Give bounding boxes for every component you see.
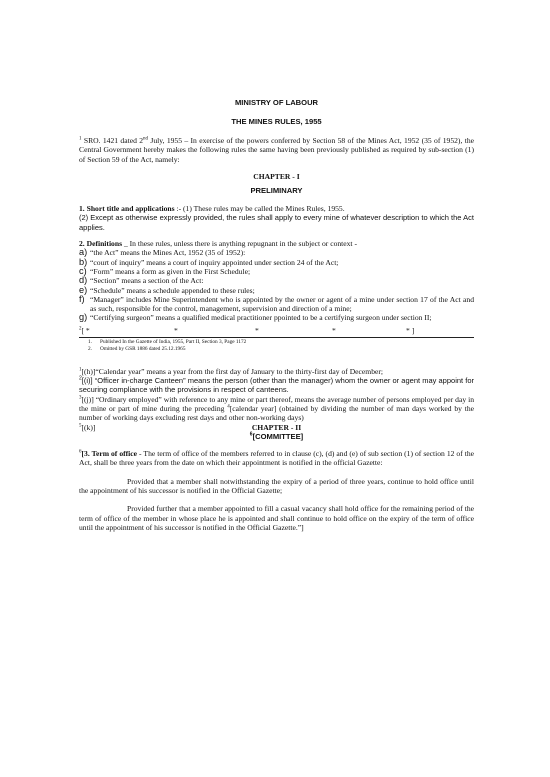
intro-paragraph: $^1$ SRO. 1421 dated 2nd July, 1955 – In exercise of the powers conferred by Section 58 of the Mines Act, 1952 (35 of 1952), the Central Government hereby makes the following rules the same having been previously published as required by sub-section (1) of Section 59 of the Act, namely:	[79, 136, 474, 164]
definition-marker: b)	[79, 256, 88, 267]
definition-h: $^1$[(h)]“Calendar year” means a year from the first day of January to the thirty-first day of December;	[79, 366, 384, 376]
ministry-heading: MINISTRY OF LABOUR	[234, 98, 319, 107]
footnote-item	[79, 346, 474, 353]
footnote-text: Omitted by GSR 1886 dated 25.12.1965	[100, 345, 186, 352]
definition-text: “Section” means a section of the Act:	[90, 276, 204, 286]
definition-marker: e)	[79, 284, 88, 295]
chapter-1-heading: PRELIMINARY	[250, 186, 303, 196]
definition-text: “Form” means a form as given in the First Schedule;	[90, 266, 251, 276]
footnotes	[79, 339, 474, 353]
definition-text: “Schedule” means a schedule appended to these rules;	[90, 285, 255, 295]
chapter-2-label: CHAPTER - II	[251, 422, 302, 432]
document-title: THE MINES RULES, 1955	[231, 117, 322, 126]
definition-text: “the Act” means the Mines Act, 1952 (35 of 1952):	[90, 248, 246, 258]
chapter-1-label: CHAPTER - I	[253, 171, 300, 181]
rule-3: $^6$[3. Term of office - The term of office of the members referred to in clause (c), (d) and (e) of sub section (1) of section 12 of the Act, shall be three years from the date on which their appointment is notified in the official Gazette:	[79, 449, 475, 468]
omitted-text-marker: $^2$[ * * * * * ]	[79, 325, 415, 335]
definition-text: “Manager” includes Mine Superintendent who is appointed by the owner or agent of a mine under section 17 of the Act and as such, responsible for the control, management, supervision and direction of a mine;	[90, 294, 474, 314]
definition-item	[79, 286, 474, 295]
definition-item	[79, 248, 474, 257]
rule-3-proviso-2: Provided further that a member appointed to fill a casual vacancy shall hold office for the remaining period of the term of office of the member in whose place he is appointed and shall continue to hold office on the expiry of the term of office until the appointment of his successor is notified in the Official Gazette.”]	[79, 504, 474, 532]
rule-1-title: 1. Short title and applications	[79, 204, 175, 214]
definition-i: $^2$[(i)] “Officer in-charge Canteen” means the person (other than the manager) whom the owner or agent may appoint for securing compliance with the provisions in respect of canteens.	[79, 375, 474, 395]
definition-item	[79, 258, 474, 267]
definition-text: “court of inquiry” means a court of inquiry appointed under section 24 of the Act;	[90, 257, 339, 267]
definition-item	[79, 276, 474, 285]
footnote-divider	[79, 337, 474, 338]
definition-item	[79, 313, 474, 322]
definition-marker: d)	[79, 275, 88, 286]
definition-text: “Certifying surgeon” means a qualified medical practitioner ppointed to be a certifying surgeon under section II;	[90, 313, 432, 323]
intro-footnote-ref: 1	[79, 136, 82, 142]
definition-marker: g)	[79, 312, 88, 323]
definition-marker: a)	[79, 247, 88, 258]
footnote-item	[79, 339, 474, 346]
definition-marker: f)	[79, 293, 85, 304]
definition-j: $^3$[(j)] “Ordinary employed” with reference to any mine or part thereof, means the average number of persons employed per day in the mine or part of mine during the preceding $^4$[calendar year] (obtained by dividing the number of man days worked by the number of working days excluding rest days and other non-working days)	[79, 394, 474, 423]
footnote-number: 1.	[88, 338, 92, 345]
footnote-text: Published In the Gazette of India, 1955, Part II, Section 3, Page 1172	[100, 338, 247, 345]
definition-k: $^5$[(k)]	[79, 422, 96, 432]
rule-3-title: [3. Term of office	[81, 449, 138, 459]
definitions-list	[79, 248, 474, 322]
definition-item	[79, 267, 474, 276]
rule-2: 2. Definitions _ In these rules, unless there is anything repugnant in the subject or context -	[79, 239, 357, 249]
footnote-number: 2.	[88, 345, 92, 352]
rule-1-subclause-2: (2) Except as otherwise expressly provided, the rules shall apply to every mine of whatever description to which the Act applies.	[79, 213, 474, 232]
definition-marker: c)	[79, 265, 87, 276]
chapter-2-heading: $^6$[COMMITTEE]	[249, 431, 304, 442]
definition-item	[79, 295, 474, 314]
rule-1: 1. Short title and applications :- (1) These rules may be called the Mines Rules, 1955.	[79, 204, 345, 214]
rule-3-proviso-1: Provided that a member shall notwithstanding the expiry of a period of three years, continue to hold office until the appointment of his successor is notified in the Official Gazette;	[79, 476, 474, 496]
rule-2-title: 2. Definitions	[79, 239, 123, 249]
